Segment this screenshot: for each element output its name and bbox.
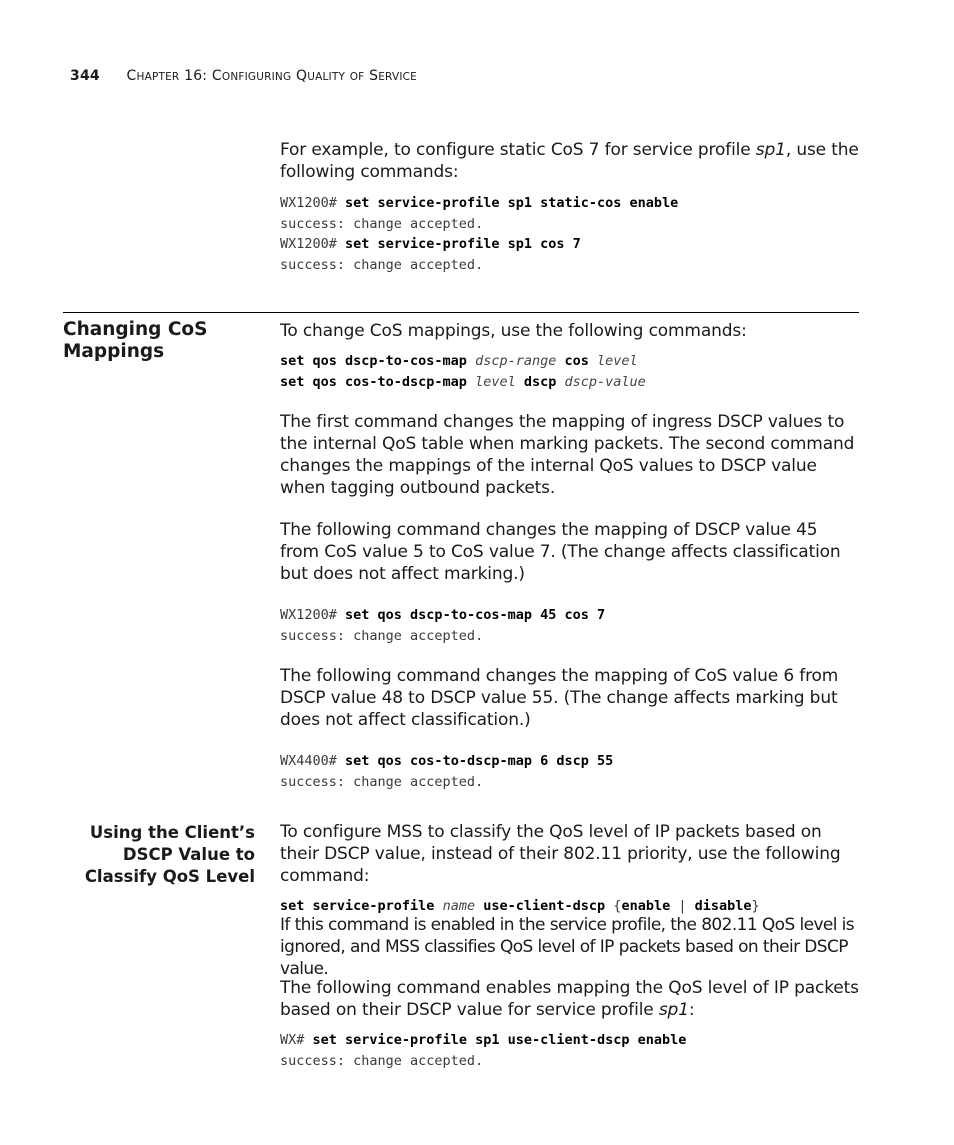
section1-syntax: set qos dscp-to-cos-map dscp-range cos level set qos cos-to-dscp-map level dscp dscp-value bbox=[280, 353, 646, 390]
running-header bbox=[70, 68, 417, 84]
intro-block bbox=[280, 139, 860, 275]
section2-code: WX# set service-profile sp1 use-client-dscp enable success: change accepted. bbox=[280, 1032, 687, 1069]
section2-para2-block bbox=[280, 977, 860, 1071]
section2-syntax: set service-profile name use-client-dscp {enable | disable} bbox=[280, 898, 760, 914]
section1-code-2: WX4400# set qos cos-to-dscp-map 6 dscp 55 success: change accepted. bbox=[280, 753, 614, 790]
intro-code-block: WX1200# set service-profile sp1 static-cos enable success: change accepted. WX1200# set service-profile sp1 cos 7 success: change accepted. bbox=[280, 195, 679, 273]
section1-paragraph-1: The first command changes the mapping of ingress DSCP values to the internal QoS table when marking packets. The second command changes the mappings of the internal QoS values to DSCP value when tagging outbound packets. bbox=[280, 412, 855, 498]
section1-paragraph-2: The following command changes the mapping of DSCP value 45 from CoS value 5 to CoS value 7. (The change affects classification but does not affect marking.) bbox=[280, 520, 841, 584]
section1-intro: To change CoS mappings, use the following commands: bbox=[280, 321, 747, 341]
section2-para1-block bbox=[280, 914, 860, 980]
section2-intro: To configure MSS to classify the QoS level of IP packets based on their DSCP value, instead of their 802.11 priority, use the following command: bbox=[280, 822, 841, 886]
section1-para3-block bbox=[280, 665, 860, 731]
chapter-title: CHAPTER 16: CONFIGURING QUALITY OF SERVICE bbox=[126, 68, 417, 84]
intro-paragraph: For example, to configure static CoS 7 for service profile sp1, use the following commands: bbox=[280, 140, 859, 182]
section2-intro-block bbox=[280, 821, 860, 917]
section1-intro-block bbox=[280, 320, 860, 392]
subsection-heading-using-client-dscp: Using the Client’s DSCP Value to Classify QoS Level bbox=[84, 823, 255, 886]
section1-para1-block bbox=[280, 411, 860, 499]
section2-paragraph-2: The following command enables mapping the QoS level of IP packets based on their DSCP value for service profile sp1: bbox=[280, 978, 859, 1020]
section1-code2-block bbox=[280, 751, 860, 792]
section1-code-1: WX1200# set qos dscp-to-cos-map 45 cos 7 success: change accepted. bbox=[280, 607, 606, 644]
section1-paragraph-3: The following command changes the mapping of CoS value 6 from DSCP value 48 to DSCP value 55. (The change affects marking but does not affect classification.) bbox=[280, 666, 839, 730]
section2-paragraph-1: If this command is enabled in the service profile, the 802.11 QoS level is ignored, and MSS classifies QoS level of IP packets based on their DSCP value. bbox=[280, 915, 855, 979]
page-number: 344 bbox=[70, 68, 100, 84]
section-heading-changing-cos-mappings: Changing CoS Mappings bbox=[63, 319, 208, 362]
section-divider bbox=[63, 312, 859, 313]
section1-para2-block bbox=[280, 519, 860, 585]
section1-code1-block bbox=[280, 605, 860, 646]
